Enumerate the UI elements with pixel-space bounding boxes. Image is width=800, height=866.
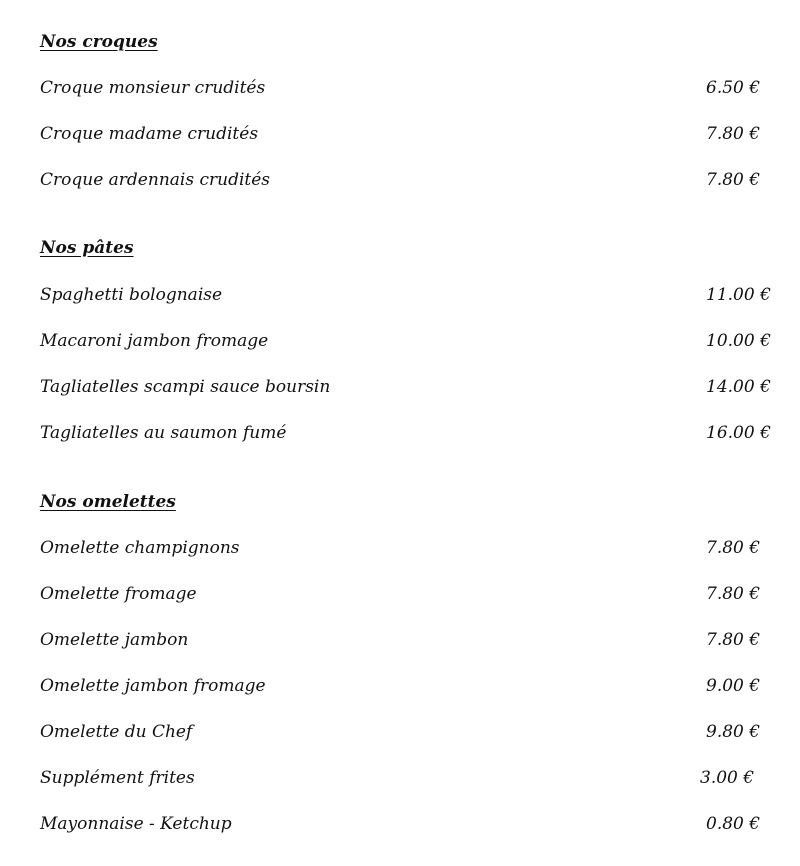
menu-item: [40, 768, 770, 792]
item-price: 7.80 €: [706, 170, 761, 190]
item-name: Omelette jambon: [40, 630, 189, 650]
section-title-croques: Nos croques: [40, 32, 158, 52]
item-price: 9.80 €: [706, 722, 761, 742]
item-price: 6.50 €: [706, 78, 761, 98]
item-price: 7.80 €: [706, 630, 761, 650]
item-name: Croque monsieur crudités: [40, 78, 266, 98]
item-price: 7.80 €: [706, 538, 761, 558]
section-title-pates: Nos pâtes: [40, 238, 134, 258]
item-name: Mayonnaise - Ketchup: [40, 814, 232, 834]
menu-item: [40, 377, 770, 401]
menu-item: [40, 814, 770, 838]
item-name: Omelette champignons: [40, 538, 240, 558]
section-title-omelettes: Nos omelettes: [40, 492, 176, 512]
menu-item: [40, 124, 770, 148]
menu-item: [40, 538, 770, 562]
menu-item: [40, 78, 770, 102]
menu-item: [40, 170, 770, 194]
item-price: 7.80 €: [706, 584, 761, 604]
item-name: Supplément frites: [40, 768, 195, 788]
menu-item: [40, 630, 770, 654]
item-price: 16.00 €: [706, 423, 771, 443]
menu-item: [40, 331, 770, 355]
item-name: Omelette fromage: [40, 584, 197, 604]
menu-item: [40, 676, 770, 700]
item-price: 11.00 €: [706, 285, 771, 305]
item-name: Croque ardennais crudités: [40, 170, 270, 190]
item-price: 3.00 €: [700, 768, 755, 788]
item-price: 0.80 €: [706, 814, 761, 834]
item-price: 14.00 €: [706, 377, 771, 397]
item-name: Spaghetti bolognaise: [40, 285, 223, 305]
menu-item: [40, 584, 770, 608]
item-name: Croque madame crudités: [40, 124, 259, 144]
item-name: Tagliatelles scampi sauce boursin: [40, 377, 331, 397]
menu-item: [40, 722, 770, 746]
item-price: 7.80 €: [706, 124, 761, 144]
item-price: 9.00 €: [706, 676, 761, 696]
item-name: Omelette du Chef: [40, 722, 193, 742]
menu-item: [40, 285, 770, 309]
item-price: 10.00 €: [706, 331, 771, 351]
item-name: Omelette jambon fromage: [40, 676, 266, 696]
menu-item: [40, 423, 770, 447]
item-name: Macaroni jambon fromage: [40, 331, 269, 351]
item-name: Tagliatelles au saumon fumé: [40, 423, 287, 443]
